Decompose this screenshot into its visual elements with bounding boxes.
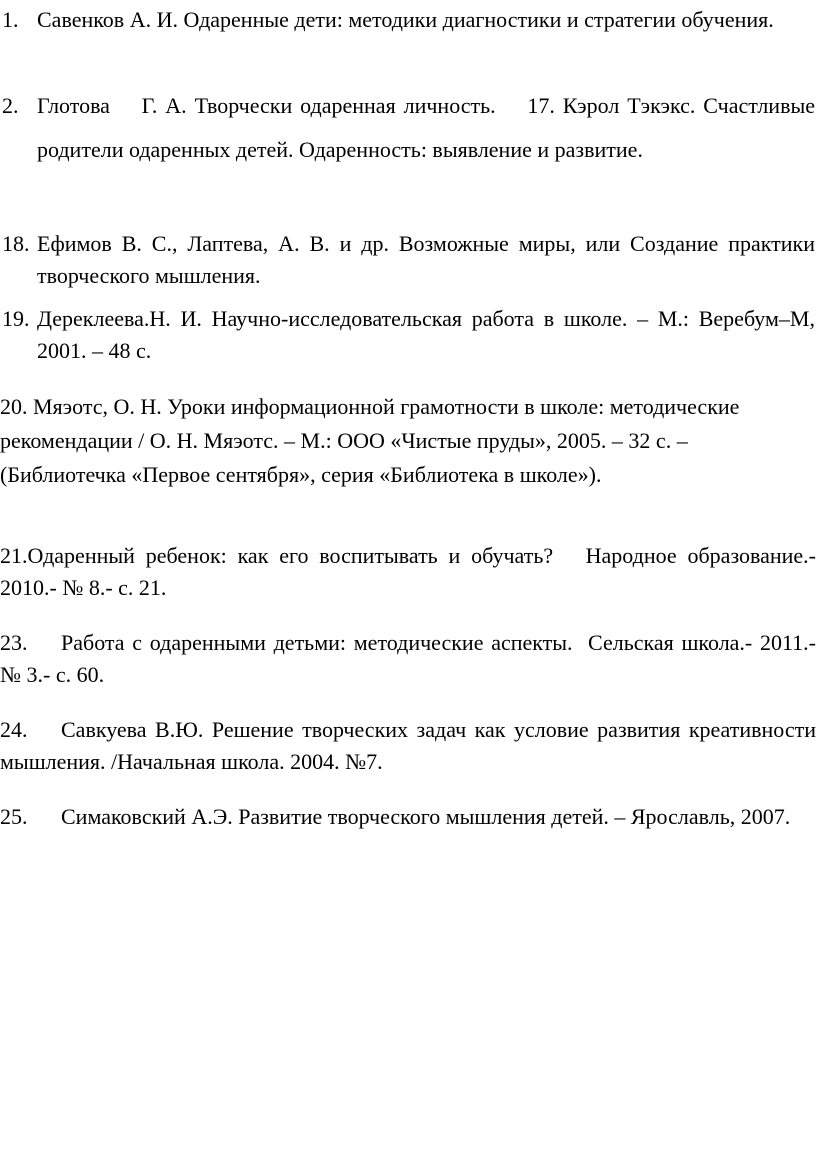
reference-text: Одаренный ребенок: как его воспитывать и обучать? Народное образование.- 2010.- № 8.- с. 21. [0, 543, 816, 600]
reference-text: Глотова Г. А. Творчески одаренная личность. 17. Кэрол Тэкэкс. Счастливые родители одаренных детей. Одаренность: выявление и развитие. [37, 93, 815, 162]
reference-number: 19. [2, 306, 30, 331]
reference-item-25 [0, 801, 816, 833]
reference-text: Симаковский А.Э. Развитие творческого мышления детей. – Ярославль, 2007. [61, 804, 791, 829]
reference-number: 23. [0, 630, 28, 655]
reference-number: 2. [2, 93, 19, 118]
reference-text: Савенков А. И. Одаренные дети: методики диагностики и стратегии обучения. [37, 7, 774, 32]
reference-text: Савкуева В.Ю. Решение творческих задач как условие развития креативности мышления. /Начальная школа. 2004. №7. [0, 717, 816, 774]
reference-item-19 [0, 303, 816, 367]
reference-item-18 [0, 228, 816, 292]
reference-item-23 [0, 627, 816, 691]
reference-number: 18. [2, 231, 30, 256]
reference-text: Мяэотс, О. Н. Уроки информационной грамотности в школе: методические рекомендации / О. Н. Мяэотс. – М.: ООО «Чистые пруды», 2005. – 32 с. – (Библиотечка «Первое сентября», серия «Библиотека в школе»). [0, 394, 740, 487]
reference-number: 1. [2, 7, 19, 32]
reference-number: 20. [0, 394, 28, 419]
reference-text: Дереклеева.Н. И. Научно-исследовательская работа в школе. – М.: Веребум–М, 2001. – 48 с. [37, 306, 815, 363]
reference-number: 24. [0, 717, 28, 742]
reference-item-20 [0, 390, 816, 492]
reference-number: 25. [0, 804, 28, 829]
reference-item-1 [0, 4, 816, 36]
reference-item-21 [0, 540, 816, 604]
reference-text: Ефимов В. С., Лаптева, А. В. и др. Возможные миры, или Создание практики творческого мышления. [37, 231, 815, 288]
reference-item-2 [0, 84, 816, 172]
reference-number: 21. [0, 543, 28, 568]
reference-item-24 [0, 714, 816, 778]
reference-text: Работа с одаренными детьми: методические аспекты. Сельская школа.- 2011.- № 3.- с. 60. [0, 630, 816, 687]
